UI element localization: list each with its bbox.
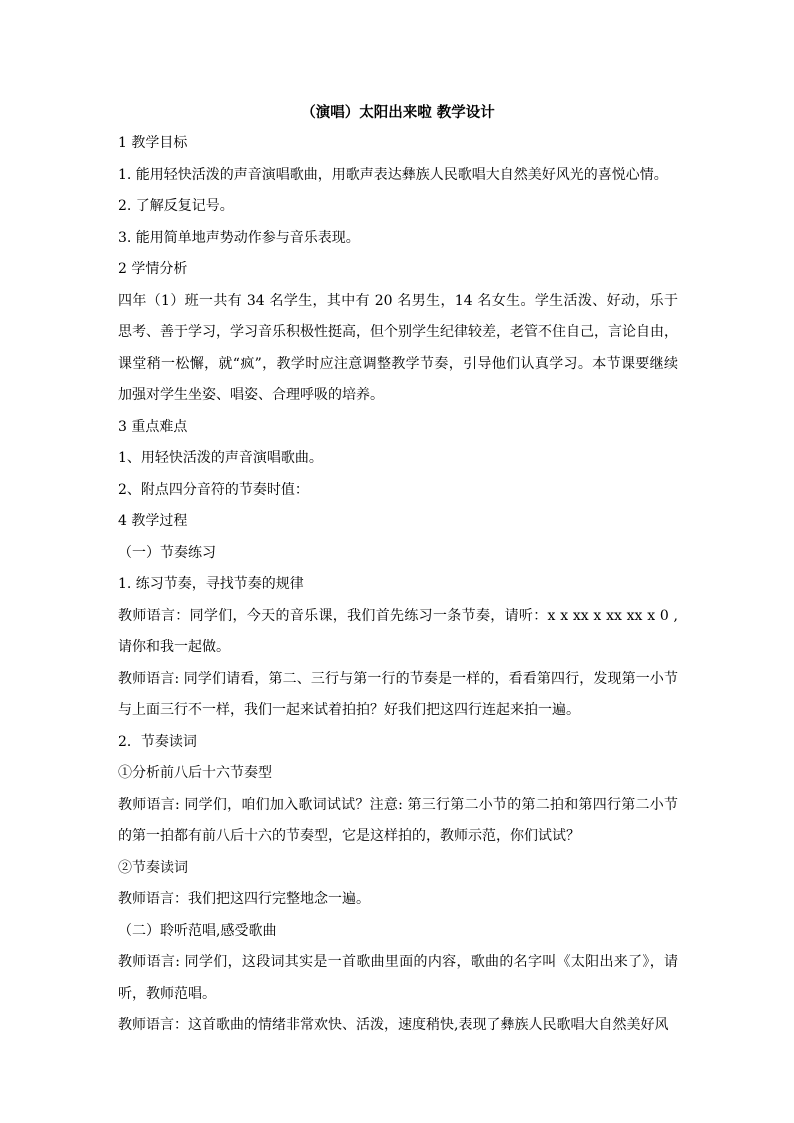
section-heading-objectives: 1 教学目标 xyxy=(118,135,188,151)
section-heading-key-points: 3 重点难点 xyxy=(118,418,188,435)
teacher-speech: 教师语言: 同学们，咱们加入歌词试试？注意: 第三行第二小节的第二拍和第四行第二小节的第一拍都有前八后十六的节奏型，它是这样拍的，教师示范，你们试试？ xyxy=(118,796,678,844)
step-subheading: ①分析前八后十六节奏型 xyxy=(118,765,272,781)
document-body xyxy=(118,98,678,1042)
teacher-speech: 教师语言: 同学们请看，第二、三行与第一行的节奏是一样的，看看第四行，发现第一小节与上面三行不一样，我们一起来试着拍拍？好我们把这四行连起来拍一遍。 xyxy=(118,670,678,718)
section-heading-process: 4 教学过程 xyxy=(118,513,188,529)
section-heading-analysis: 2 学情分析 xyxy=(118,261,188,277)
objective-item: 1. 能用轻快活泼的声音演唱歌曲，用歌声表达彝族人民歌唱大自然美好风光的喜悦心情。 xyxy=(118,166,668,183)
objective-item: 2. 了解反复记号。 xyxy=(118,198,234,214)
teacher-speech: 教师语言：同学们，今天的音乐课，我们首先练习一条节奏，请听：x x xx x xx xx x 0 ,请你和我一起做。 xyxy=(118,607,678,655)
teacher-speech: 教师语言：我们把这四行完整地念一遍。 xyxy=(118,891,370,907)
teacher-speech: 教师语言: 同学们，这段词其实是一首歌曲里面的内容，歌曲的名字叫《太阳出来了》，请听，教师范唱。 xyxy=(118,954,678,1002)
key-point-item: 2、附点四分音符的节奏时值： xyxy=(118,481,309,498)
key-point-item: 1、用轻快活泼的声音演唱歌曲。 xyxy=(118,450,323,466)
document-title: （演唱）太阳出来啦 教学设计 xyxy=(301,104,495,121)
step-heading: 1. 练习节奏，寻找节奏的规律 xyxy=(118,576,304,592)
objective-item: 3. 能用简单地声势动作参与音乐表现。 xyxy=(118,229,360,246)
analysis-paragraph: 四年（1）班一共有 34 名学生，其中有 20 名男生，14 名女生。学生活泼、好动，乐于思考、善于学习，学习音乐积极性挺高，但个别学生纪律较差，老管不住自己，言论自由，课堂稍一松懈，就“疯”，教学时应注意调整教学节奏，引导他们认真学习。本节课要继续加强对学生坐姿、唱姿、合理呼吸的培养。 xyxy=(118,292,678,403)
teacher-speech: 教师语言：这首歌曲的情绪非常欢快、活泼，速度稍快,表现了彝族人民歌唱大自然美好风 xyxy=(118,1017,669,1033)
step-heading: 2．节奏读词 xyxy=(118,733,197,750)
subsection-heading: （二）聆听范唱,感受歌曲 xyxy=(118,922,277,939)
subsection-heading: （一）节奏练习 xyxy=(118,544,216,561)
step-subheading: ②节奏读词 xyxy=(118,859,188,876)
